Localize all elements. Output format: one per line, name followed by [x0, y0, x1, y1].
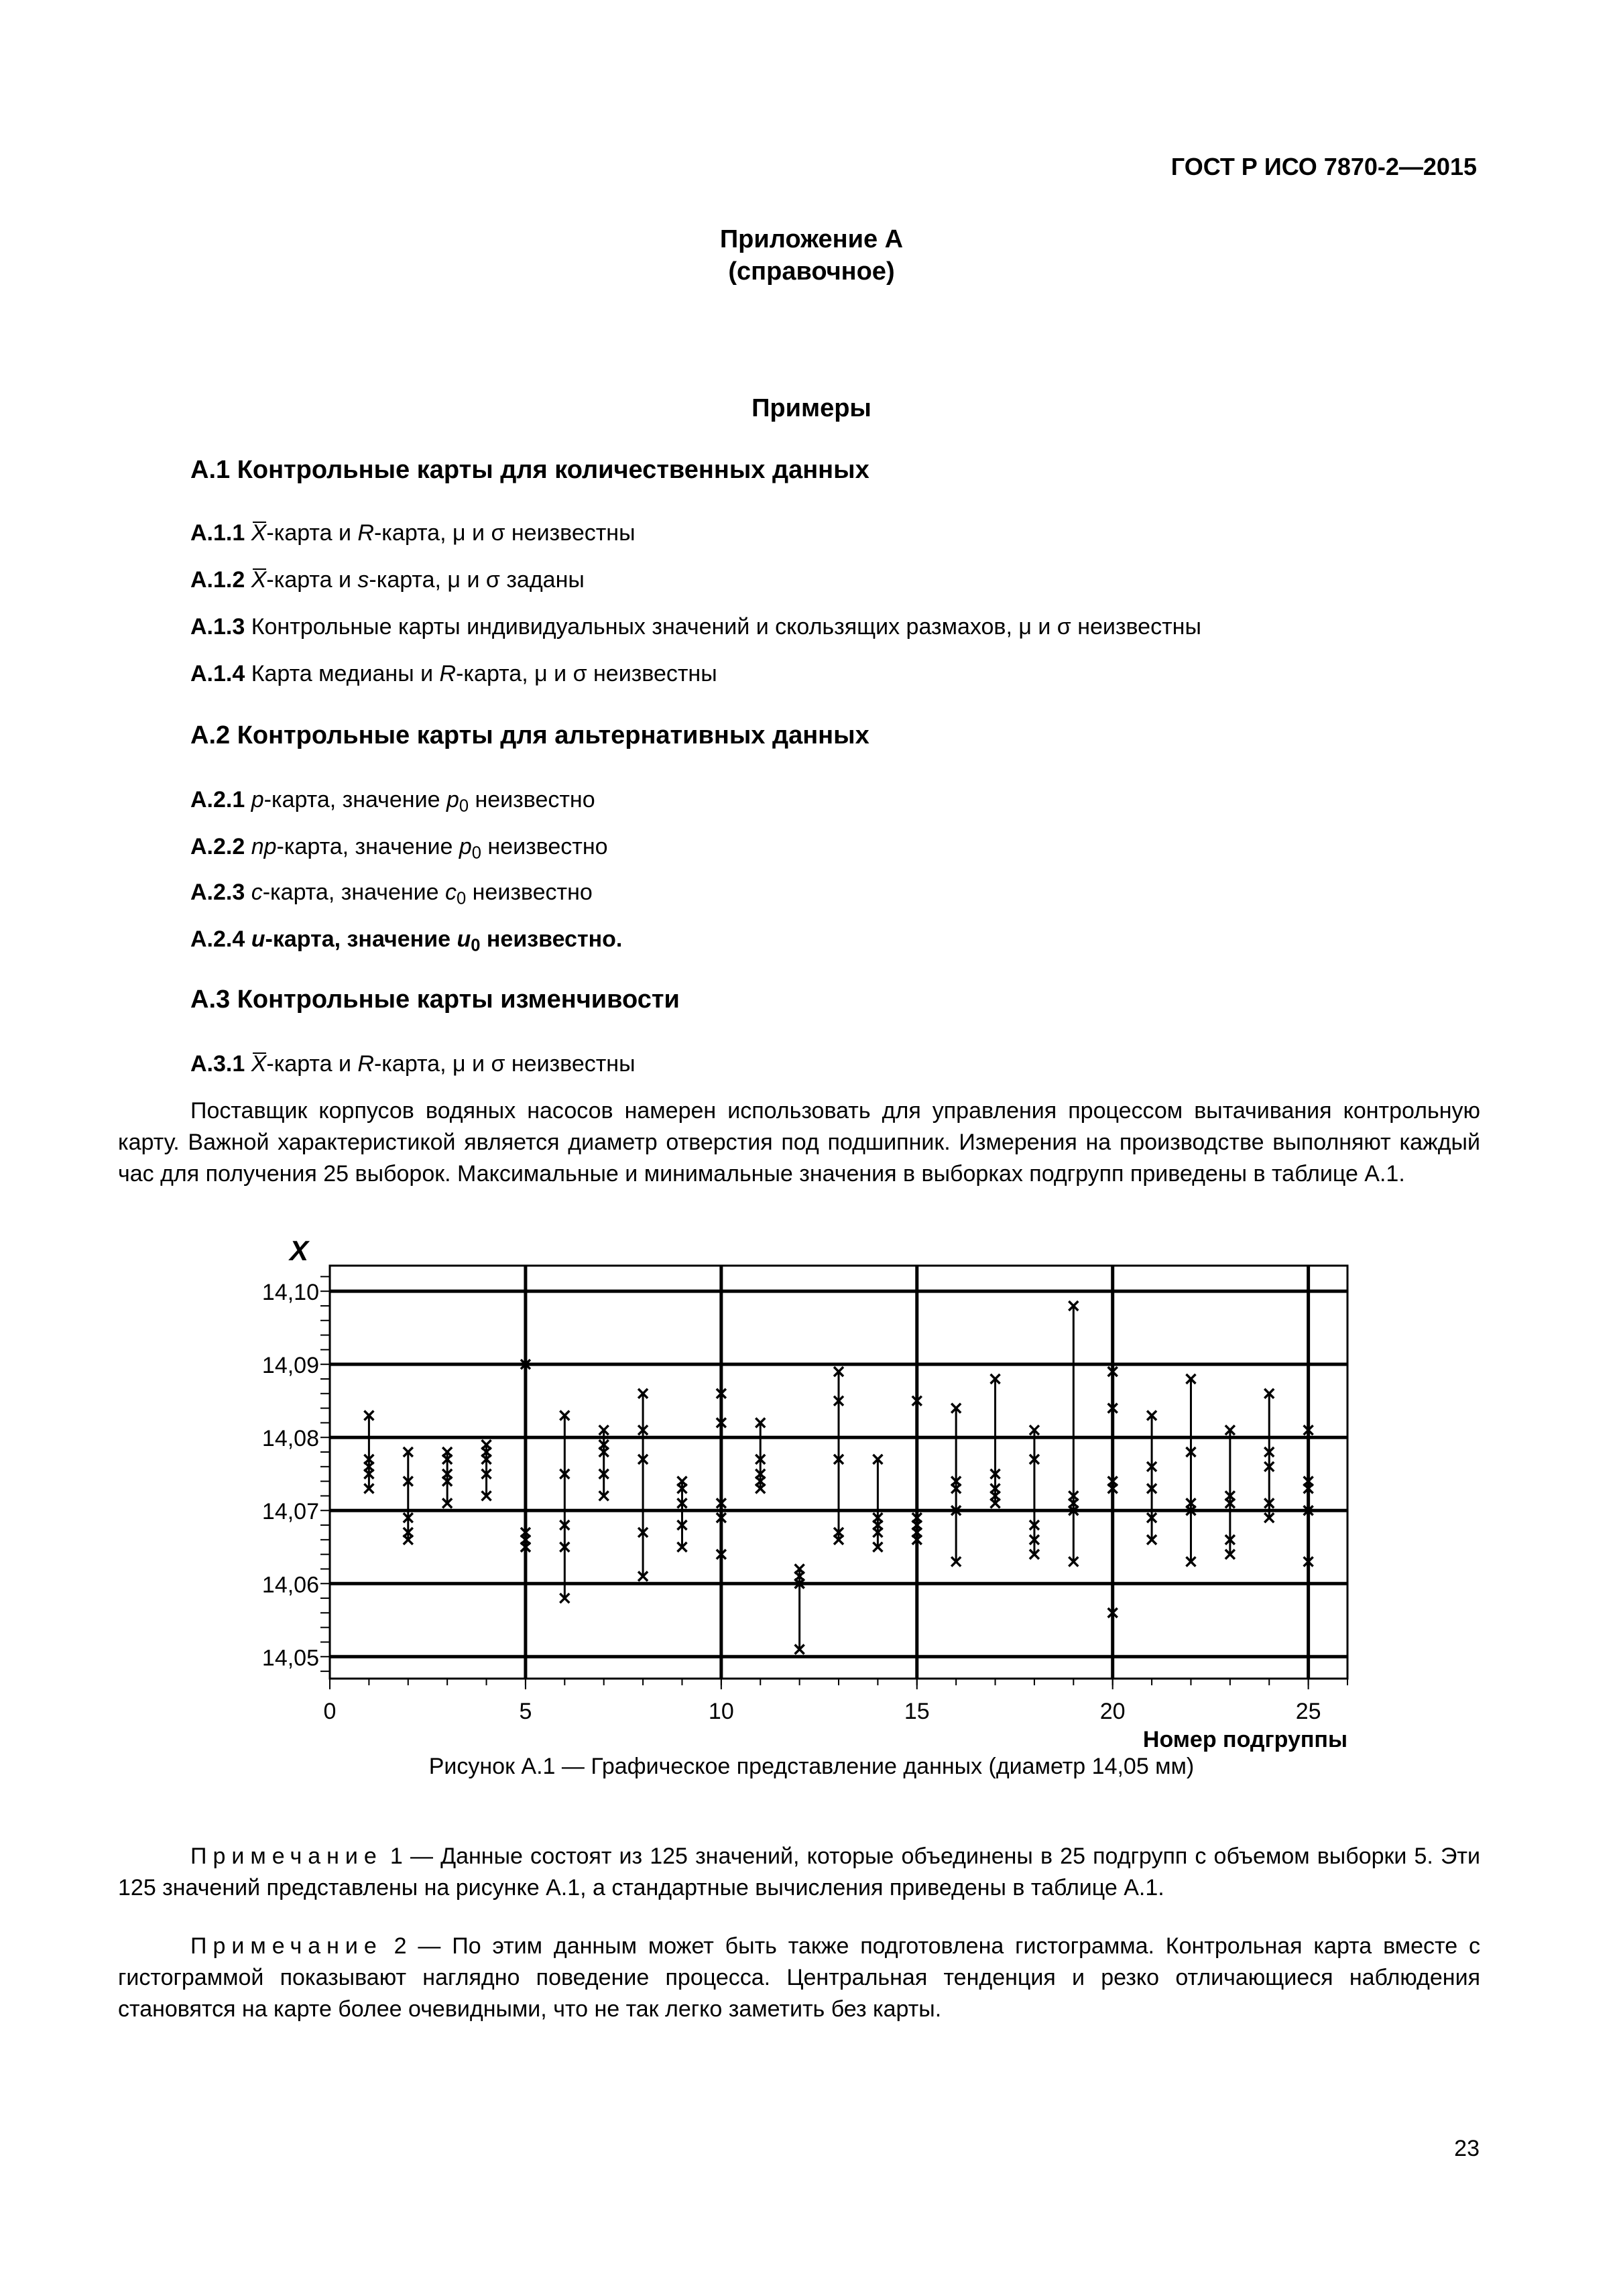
item-a12: А.1.2 X-карта и s-карта, μ и σ заданы: [190, 567, 585, 593]
appendix-title: Приложение А: [719, 225, 904, 253]
item-a22: А.2.2 np-карта, значение $p_0$ неизвестно: [190, 834, 608, 863]
x-tick-label: 0: [323, 1699, 337, 1724]
item-a21: А.2.1 p-карта, значение $p_0$ неизвестно: [190, 787, 595, 816]
note-2: Примечание 2 — По этим данным может быть также подготовлена гистограмма. Контрольная карта вместе с гистограммой показывают наглядно поведение процесса. Центральная тенденция и резко отличающиеся наблюдения становятся на карте более очевидными, что не так легко заметить без карты.: [118, 1933, 1480, 2022]
section-a2-heading: А.2 Контрольные карты для альтернативных данных: [190, 721, 869, 749]
xbar-symbol: X: [251, 567, 267, 593]
figure-a1-chart: [0, 1233, 1623, 1756]
xbar-symbol: X: [251, 1051, 267, 1077]
note-label: Примечание: [190, 1933, 383, 1959]
document-header: ГОСТ Р ИСО 7870-2—2015: [1170, 153, 1477, 180]
y-tick-label: 14,10: [261, 1280, 319, 1306]
note-1: Примечание 1 — Данные состоят из 125 значений, которые объединены в 25 подгрупп с объемом выборки 5. Эти 125 значений представлены на рисунке А.1, а стандартные вычисления приведены в таблице А.1.: [118, 1844, 1480, 1900]
y-tick-label: 14,09: [261, 1353, 319, 1379]
note-label: Примечание: [190, 1844, 383, 1869]
item-a13: А.1.3 Контрольные карты индивидуальных значений и скользящих размахов, μ и σ неизвестны: [190, 614, 1201, 640]
section-a1-heading: А.1 Контрольные карты для количественных данных: [190, 456, 869, 484]
item-number: А.2.1: [190, 787, 245, 812]
figure-caption: Рисунок А.1 — Графическое представление данных (диаметр 14,05 мм): [428, 1754, 1195, 1779]
xbar-symbol: X: [251, 520, 267, 546]
x-tick-label: 15: [904, 1699, 930, 1724]
item-number: А.1.3: [190, 614, 245, 640]
x-axis-label: Номер подгруппы: [1142, 1727, 1347, 1752]
item-number: А.2.4: [190, 926, 245, 952]
y-tick-label: 14,06: [261, 1572, 319, 1598]
item-a14: А.1.4 Карта медианы и R-карта, μ и σ неизвестны: [190, 661, 717, 686]
x-tick-label: 10: [708, 1699, 734, 1724]
examples-heading: Примеры: [752, 394, 871, 422]
item-a23: А.2.3 c-карта, значение $c_0$ неизвестно: [190, 880, 593, 908]
item-number: А.1.1: [190, 520, 245, 546]
y-tick-label: 14,05: [261, 1645, 319, 1671]
appendix-subtitle: (справочное): [728, 257, 895, 286]
item-number: А.1.2: [190, 567, 245, 593]
y-axis-label: X: [290, 1235, 309, 1266]
x-tick-label: 5: [519, 1699, 532, 1724]
item-number: А.2.2: [190, 834, 245, 859]
item-number: А.3.1: [190, 1051, 245, 1077]
item-a11: А.1.1 X-карта и R-карта, μ и σ неизвестны: [190, 520, 636, 546]
y-tick-label: 14,08: [261, 1426, 319, 1452]
item-number: А.2.3: [190, 880, 245, 905]
item-number: А.1.4: [190, 661, 245, 686]
page-number: 23: [1454, 2136, 1480, 2161]
x-tick-label: 25: [1295, 1699, 1321, 1724]
y-tick-label: 14,07: [261, 1499, 319, 1525]
intro-paragraph: Поставщик корпусов водяных насосов намерен использовать для управления процессом вытачивания контрольную карту. Важной характеристикой является диаметр отверстия под подшипник. Измерения на производстве выполняют каждый час для получения 25 выборок. Максимальные и минимальные значения в выборках подгрупп приведены в таблице А.1.: [118, 1098, 1480, 1187]
item-a24: А.2.4 u-карта, значение $u_0$ неизвестно.: [190, 926, 623, 955]
item-a31: А.3.1 X-карта и R-карта, μ и σ неизвестны: [190, 1051, 636, 1077]
section-a3-heading: А.3 Контрольные карты изменчивости: [190, 985, 680, 1014]
x-tick-label: 20: [1099, 1699, 1126, 1724]
